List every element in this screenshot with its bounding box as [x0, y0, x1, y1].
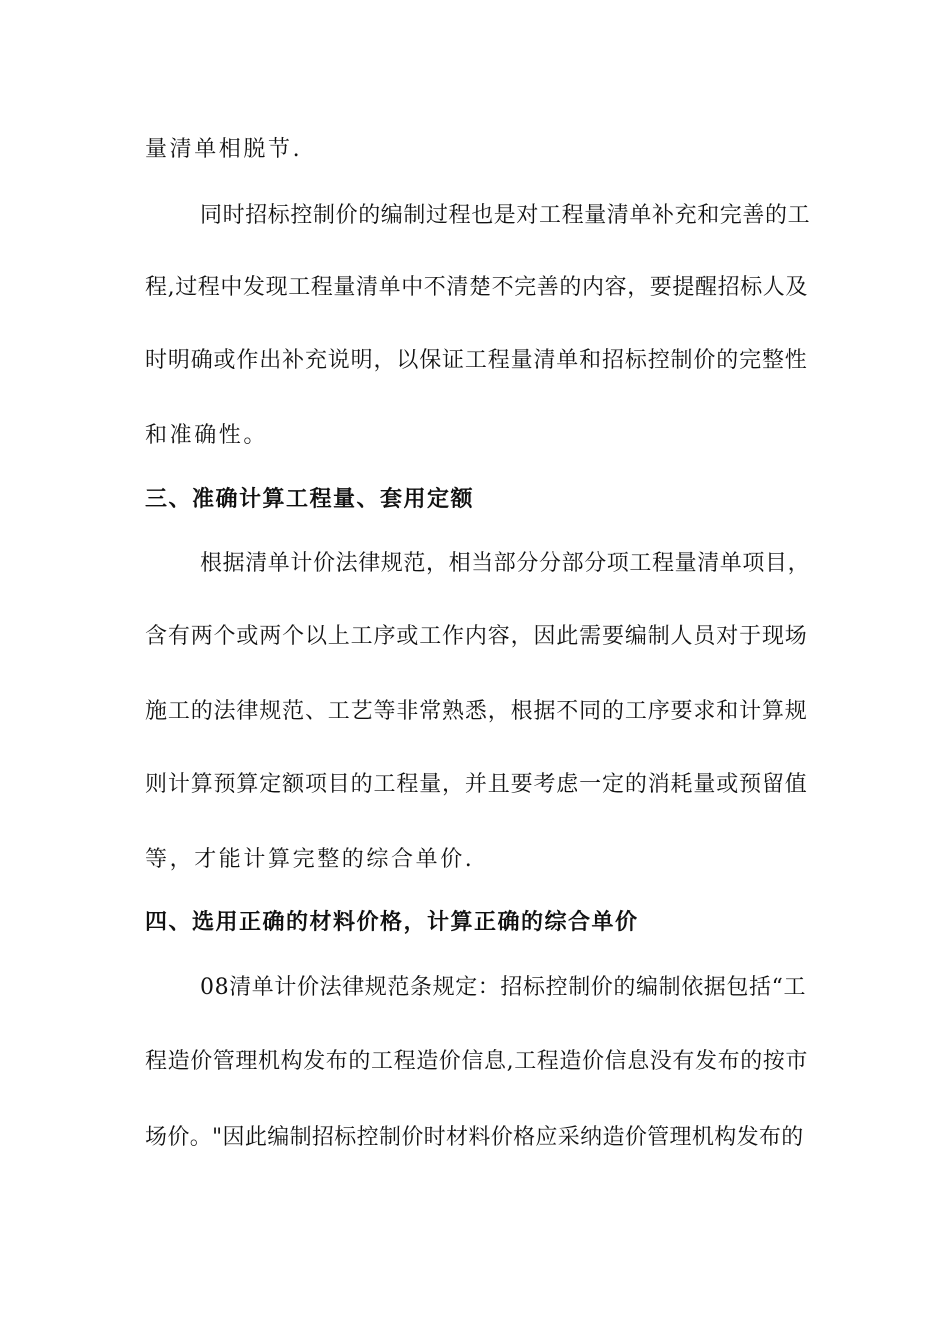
paragraph-line: 程,过程中发现工程量清单中不清楚不完善的内容，要提醒招标人及: [145, 275, 808, 300]
paragraph-line: 08清单计价法律规范条规定：招标控制价的编制依据包括“工: [200, 975, 807, 1000]
paragraph-line: 含有两个或两个以上工序或工作内容，因此需要编制人员对于现场: [145, 624, 808, 649]
paragraph-line: 等，才能计算完整的综合单价.: [145, 847, 475, 872]
paragraph-line: 场价。"因此编制招标控制价时材料价格应采纳造价管理机构发布的: [145, 1125, 804, 1150]
paragraph-line: 根据清单计价法律规范，相当部分分部分项工程量清单项目，: [200, 551, 811, 576]
paragraph-line: 量清单相脱节.: [145, 137, 303, 162]
paragraph-line: 程造价管理机构发布的工程造价信息,工程造价信息没有发布的按市: [145, 1049, 808, 1074]
section-heading: 四、选用正确的材料价格，计算正确的综合单价: [145, 910, 639, 935]
section-heading: 三、准确计算工程量、套用定额: [145, 487, 475, 512]
paragraph-line: 时明确或作出补充说明，以保证工程量清单和招标控制价的完整性: [145, 348, 808, 373]
paragraph-line: 同时招标控制价的编制过程也是对工程量清单补充和完善的工: [200, 203, 811, 228]
paragraph-line: 则计算预算定额项目的工程量，并且要考虑一定的消耗量或预留值: [145, 772, 808, 797]
paragraph-line: 和准确性。: [145, 423, 269, 448]
paragraph-line: 施工的法律规范、工艺等非常熟悉，根据不同的工序要求和计算规: [145, 699, 808, 724]
